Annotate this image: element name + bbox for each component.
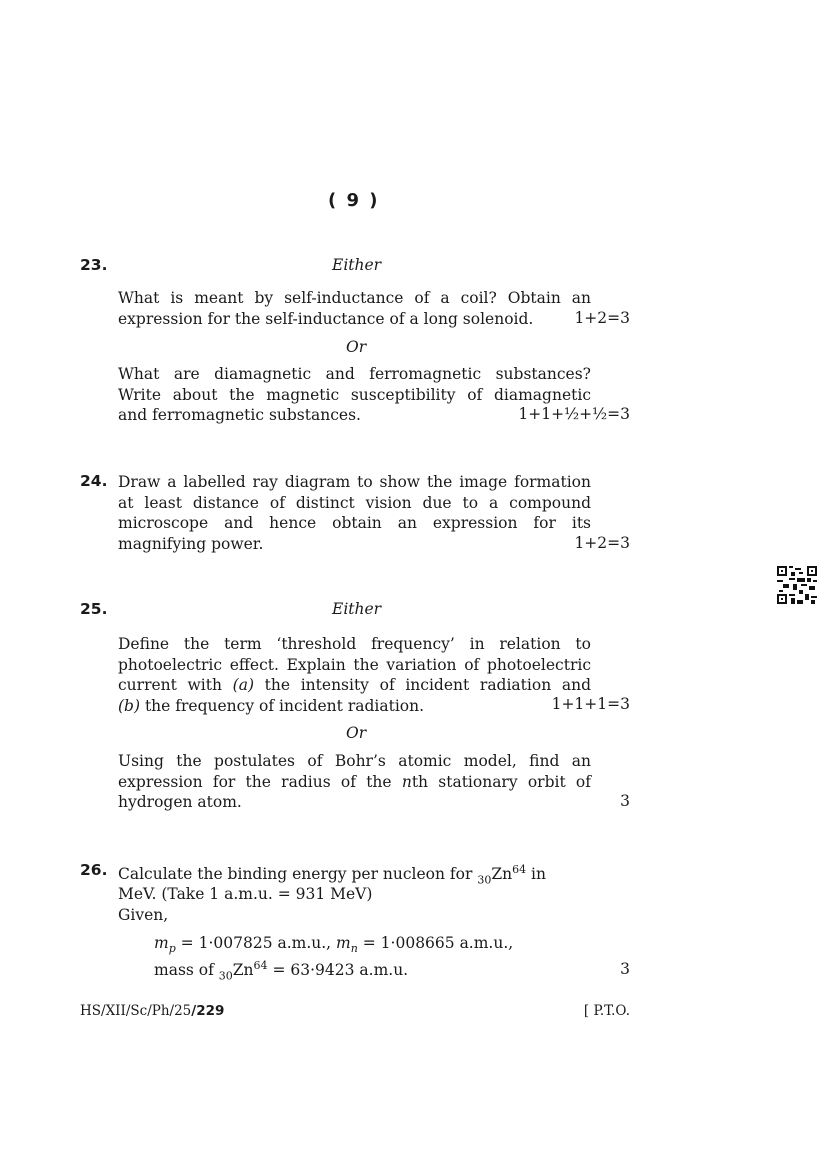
text-line: microscope and hence obtain an expression for its — [118, 514, 591, 532]
q23-b-marks: 1+1+½+½=3 — [518, 405, 630, 423]
paper-code: HS/XII/Sc/Ph/25/229 — [80, 1003, 225, 1019]
question-number-25: 25. — [80, 600, 108, 618]
text-line: photoelectric effect. Explain the variation of photoelectric — [118, 655, 591, 674]
page-number: ( 9 ) — [328, 190, 380, 211]
or-label-25: Or — [346, 724, 367, 742]
text-line: Draw a labelled ray diagram to show the image formation — [118, 473, 591, 491]
question-number-26: 26. — [80, 861, 108, 879]
text-line: expression for the self-inductance of a long solenoid. — [118, 309, 534, 328]
text-line: Write about the magnetic susceptibility of diamagnetic — [118, 385, 591, 404]
q23-a-marks: 1+2=3 — [574, 309, 630, 327]
text-line: Define the term ‘threshold frequency’ in relation to — [118, 635, 591, 653]
q26-line2: MeV. (Take 1 a.m.u. = 931 MeV) — [118, 885, 373, 903]
text-line: magnifying power. — [118, 534, 264, 553]
q25-b-marks: 3 — [620, 792, 630, 810]
text-line: current with (a) the intensity of incident radiation and — [118, 676, 591, 694]
either-label-25: Either — [332, 600, 382, 618]
qr-code-icon — [777, 566, 817, 604]
q24-marks: 1+2=3 — [574, 534, 630, 552]
text-line: What are diamagnetic and ferromagnetic substances? — [118, 365, 591, 383]
q26-marks: 3 — [620, 960, 630, 978]
either-label-23: Either — [332, 256, 382, 274]
q26-equation-2: mass of $_{30}Zn^{64} = 63\cdot 9423$ a.m.u. — [154, 959, 409, 983]
or-label-23: Or — [346, 338, 367, 356]
text-line: and ferromagnetic substances. — [118, 406, 361, 424]
q26-line3: Given, — [118, 906, 169, 924]
question-number-24: 24. — [80, 472, 108, 490]
text-line: (b) the frequency of incident radiation. — [118, 696, 425, 715]
atomic-number: 30 — [477, 873, 492, 887]
question-number-23: 23. — [80, 256, 108, 274]
text-line: Using the postulates of Bohr’s atomic model, find an — [118, 752, 591, 770]
element-symbol: Zn — [491, 865, 513, 884]
text-line: What is meant by self-inductance of a coil? Obtain an — [118, 289, 591, 307]
pto-label: [ P.T.O. — [583, 1003, 630, 1019]
text-line: hydrogen atom. — [118, 793, 242, 811]
mass-number: 64 — [512, 863, 527, 876]
text-line: at least distance of distinct vision due to a compound — [118, 493, 591, 512]
q25-a-marks: 1+1+1=3 — [551, 695, 630, 713]
q26-line1: Calculate the binding energy per nucleon for $_{30}Zn^{64}$ in — [118, 863, 546, 887]
text-line: expression for the radius of the nth stationary orbit of — [118, 772, 591, 791]
q26-equation-1: $m_p = 1\cdot 007825$ a.m.u., $m_n = 1\cdot 008665$ a.m.u., — [154, 934, 514, 956]
